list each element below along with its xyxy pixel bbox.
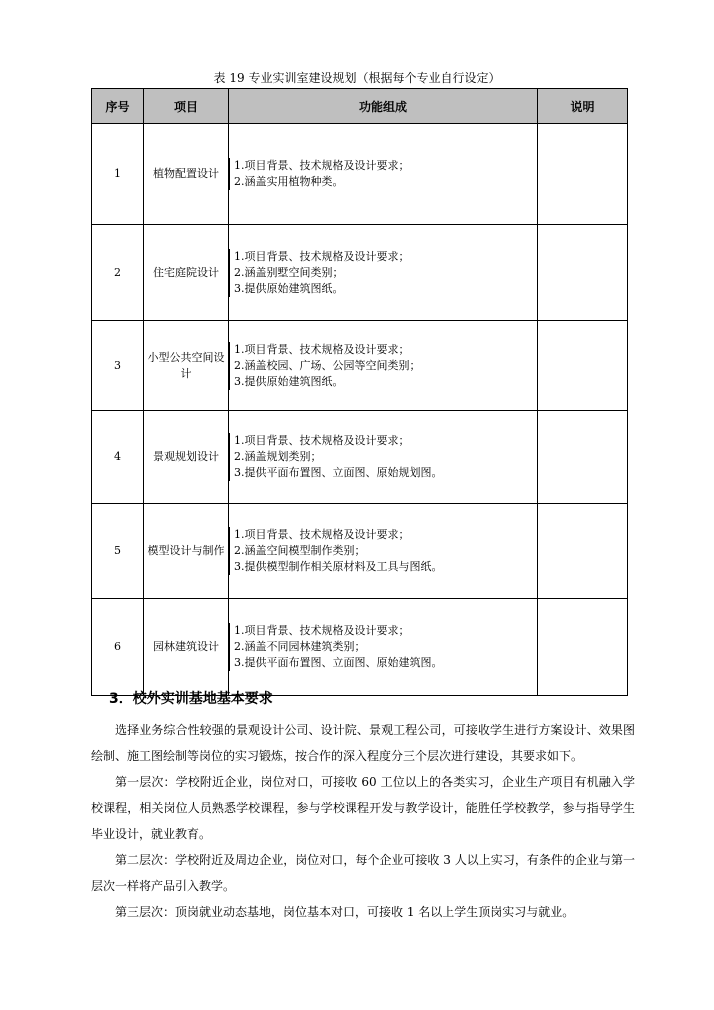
function-line: 3.提供模型制作相关原材料及工具与图纸。 <box>234 560 443 573</box>
paragraph: 第三层次：顶岗就业动态基地，岗位基本对口，可接收 1 名以上学生顶岗实习与就业。 <box>115 905 575 919</box>
table-row <box>92 124 628 225</box>
function-line: 1.项目背景、技术规格及设计要求； <box>234 528 410 541</box>
row-note <box>538 411 628 504</box>
row-note <box>538 124 628 225</box>
training-room-plan-table <box>91 88 628 696</box>
row-function-cell <box>229 124 538 225</box>
row-function-cell <box>229 599 538 696</box>
row-note <box>538 225 628 321</box>
header-note: 说明 <box>538 89 628 124</box>
function-line: 2.涵盖空间模型制作类别； <box>234 544 366 557</box>
table-row <box>92 321 628 411</box>
paragraph: 选择业务综合性较强的景观设计公司、设计院、景观工程公司，可接收学生进行方案设计、效果图绘制、施工图绘制等岗位的实习锻炼，按合作的深入程度分三个层次进行建设，其要求如下。 <box>91 723 635 763</box>
function-line: 1.项目背景、技术规格及设计要求； <box>234 159 410 172</box>
function-line: 1.项目背景、技术规格及设计要求； <box>234 249 410 263</box>
row-number: 3 <box>92 321 144 411</box>
table-row <box>92 504 628 599</box>
table-row <box>92 225 628 321</box>
row-project-name: 园林建筑设计 <box>144 599 229 696</box>
row-project-name: 植物配置设计 <box>144 124 229 225</box>
row-project-name: 住宅庭院设计 <box>144 225 229 321</box>
function-line: 1.项目背景、技术规格及设计要求； <box>234 342 410 356</box>
function-line: 3.提供原始建筑图纸。 <box>234 281 344 295</box>
row-function-cell <box>229 321 538 411</box>
row-number: 2 <box>92 225 144 321</box>
paragraph: 第一层次：学校附近企业，岗位对口，可接收 60 工位以上的各类实习，企业生产项目有机融入学校课程，相关岗位人员熟悉学校课程，参与学校课程开发与教学设计，能胜任学校教学，参与指导学生毕业设计，就业教育。 <box>91 775 635 841</box>
function-line: 2.涵盖规划类别； <box>234 450 322 463</box>
paragraph: 第二层次：学校附近及周边企业，岗位对口，每个企业可接收 3 人以上实习，有条件的企业与第一层次一样将产品引入教学。 <box>91 853 635 893</box>
function-line: 2.涵盖不同园林建筑类别； <box>234 640 366 653</box>
row-number: 4 <box>92 411 144 504</box>
row-function-cell <box>229 225 538 321</box>
table-row <box>92 599 628 696</box>
function-line: 1.项目背景、技术规格及设计要求； <box>234 624 410 637</box>
row-note <box>538 599 628 696</box>
header-function: 功能组成 <box>229 89 538 124</box>
function-line: 2.涵盖实用植物种类。 <box>234 175 344 188</box>
header-project: 项目 <box>144 89 229 124</box>
section-heading: 3．校外实训基地基本要求 <box>109 691 273 707</box>
table-row <box>92 411 628 504</box>
row-note <box>538 504 628 599</box>
row-project-name: 小型公共空间设计 <box>144 321 229 411</box>
row-number: 1 <box>92 124 144 225</box>
section-body <box>91 717 635 925</box>
table-caption: 表 19 专业实训室建设规划（根据每个专业自行设定） <box>213 71 501 85</box>
function-line: 2.涵盖校园、广场、公园等空间类别； <box>234 358 421 372</box>
row-project-name: 模型设计与制作 <box>144 504 229 599</box>
header-no: 序号 <box>92 89 144 124</box>
function-line: 3.提供平面布置图、立面图、原始规划图。 <box>234 466 443 479</box>
function-line: 1.项目背景、技术规格及设计要求； <box>234 434 410 447</box>
row-number: 5 <box>92 504 144 599</box>
function-line: 3.提供原始建筑图纸。 <box>234 374 344 388</box>
row-note <box>538 321 628 411</box>
row-function-cell <box>229 411 538 504</box>
function-line: 2.涵盖别墅空间类别； <box>234 265 344 279</box>
row-project-name: 景观规划设计 <box>144 411 229 504</box>
row-function-cell <box>229 504 538 599</box>
function-line: 3.提供平面布置图、立面图、原始建筑图。 <box>234 656 443 669</box>
row-number: 6 <box>92 599 144 696</box>
table-header-row <box>92 89 628 124</box>
